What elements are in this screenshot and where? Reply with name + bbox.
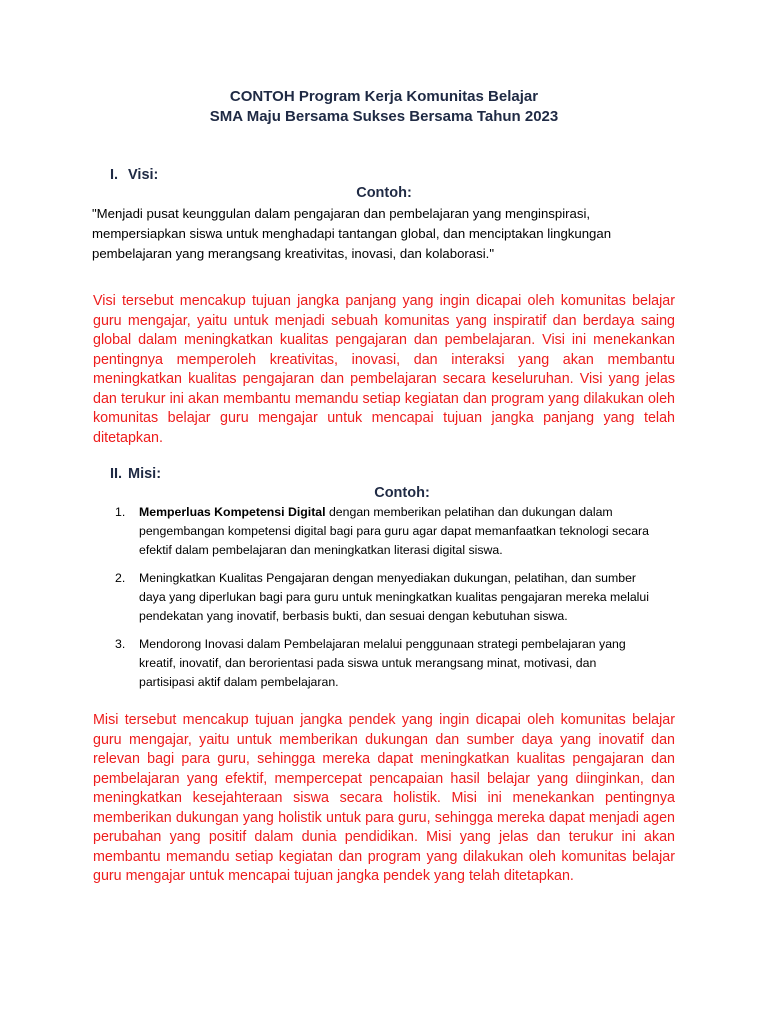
list-item-text: Meningkatkan Kualitas Pengajaran dengan menyediakan dukungan, pelatihan, dan sumber daya yang diperlukan bagi para guru untuk meningkatkan kualitas pengajaran mereka melalui pendekatan yang inovatif, berbasis bukti, dan sesuai dengan kebutuhan siswa. <box>139 571 649 623</box>
visi-contoh-label: Contoh: <box>356 185 412 201</box>
visi-heading-label: Visi: <box>128 167 159 183</box>
visi-heading <box>110 167 158 183</box>
list-item-text: dengan memberikan pelatihan dan dukungan dalam pengembangan kompetensi digital bagi para guru agar dapat memanfaatkan teknologi secara efektif dalam pembelajaran dan meningkatkan literasi digital siswa. <box>139 505 649 557</box>
list-item-bold: Memperluas Kompetensi Digital <box>139 505 326 519</box>
list-item-number: 1. <box>115 505 126 519</box>
doc-title-line-1: CONTOH Program Kerja Komunitas Belajar <box>229 88 539 105</box>
list-item-number: 2. <box>115 571 126 585</box>
list-item <box>115 503 655 560</box>
misi-list <box>115 503 655 701</box>
list-item <box>115 569 655 626</box>
misi-contoh-label: Contoh: <box>374 485 430 501</box>
misi-explanation: Misi tersebut mencakup tujuan jangka pendek yang ingin dicapai oleh komunitas belajar guru mengajar, yaitu untuk memberikan dukungan dan sumber daya yang inovatif dan relevan bagi para guru, sehingga mereka dapat meningkatkan kualitas pengajaran dan pembelajaran yang efektif, mempercepat pencapaian hasil belajar yang diinginkan, dan meningkatkan kesejahteraan siswa secara holistik. Misi ini menekankan pentingnya memberikan dukungan yang holistik untuk para guru, sehingga mereka dapat menjadi agen perubahan yang positif dalam dunia pendidikan. Misi yang jelas dan terukur ini akan membantu memandu setiap kegiatan dan program yang dilakukan oleh komunitas belajar guru mengajar untuk mencapai tujuan jangka pendek yang telah ditetapkan. <box>93 712 675 884</box>
doc-title-line-2: SMA Maju Bersama Sukses Bersama Tahun 2023 <box>209 108 559 125</box>
list-item-text: Mendorong Inovasi dalam Pembelajaran melalui penggunaan strategi pembelajaran yang kreatif, inovatif, dan berorientasi pada siswa untuk merangsang minat, motivasi, dan partisipasi aktif dalam pembelajaran. <box>139 637 626 689</box>
visi-number: I. <box>110 167 119 183</box>
visi-quote: "Menjadi pusat keunggulan dalam pengajaran dan pembelajaran yang menginspirasi, mempersiapkan siswa untuk menghadapi tantangan global, dan menciptakan lingkungan pembelajaran yang merangsang kreativitas, inovasi, dan kolaborasi." <box>92 206 612 261</box>
misi-heading-label: Misi: <box>128 466 162 482</box>
list-item <box>115 635 655 692</box>
misi-number: II. <box>110 466 123 482</box>
visi-explanation: Visi tersebut mencakup tujuan jangka panjang yang ingin dicapai oleh komunitas belajar guru mengajar, yaitu untuk menjadi sebuah komunitas yang inspiratif dan berdaya saing global dalam meningkatkan kualitas pengajaran dan pembelajaran. Visi ini menekankan pentingnya memperoleh kreativitas, inovasi, dan interaksi yang akan membantu meningkatkan kualitas pengajaran dan pembelajaran secara keseluruhan. Visi yang jelas dan terukur ini akan membantu memandu setiap kegiatan dan program yang dilakukan oleh komunitas belajar guru mengajar untuk mencapai tujuan jangka panjang yang telah ditetapkan. <box>93 293 675 446</box>
list-item-number: 3. <box>115 637 126 651</box>
misi-heading <box>110 466 161 482</box>
